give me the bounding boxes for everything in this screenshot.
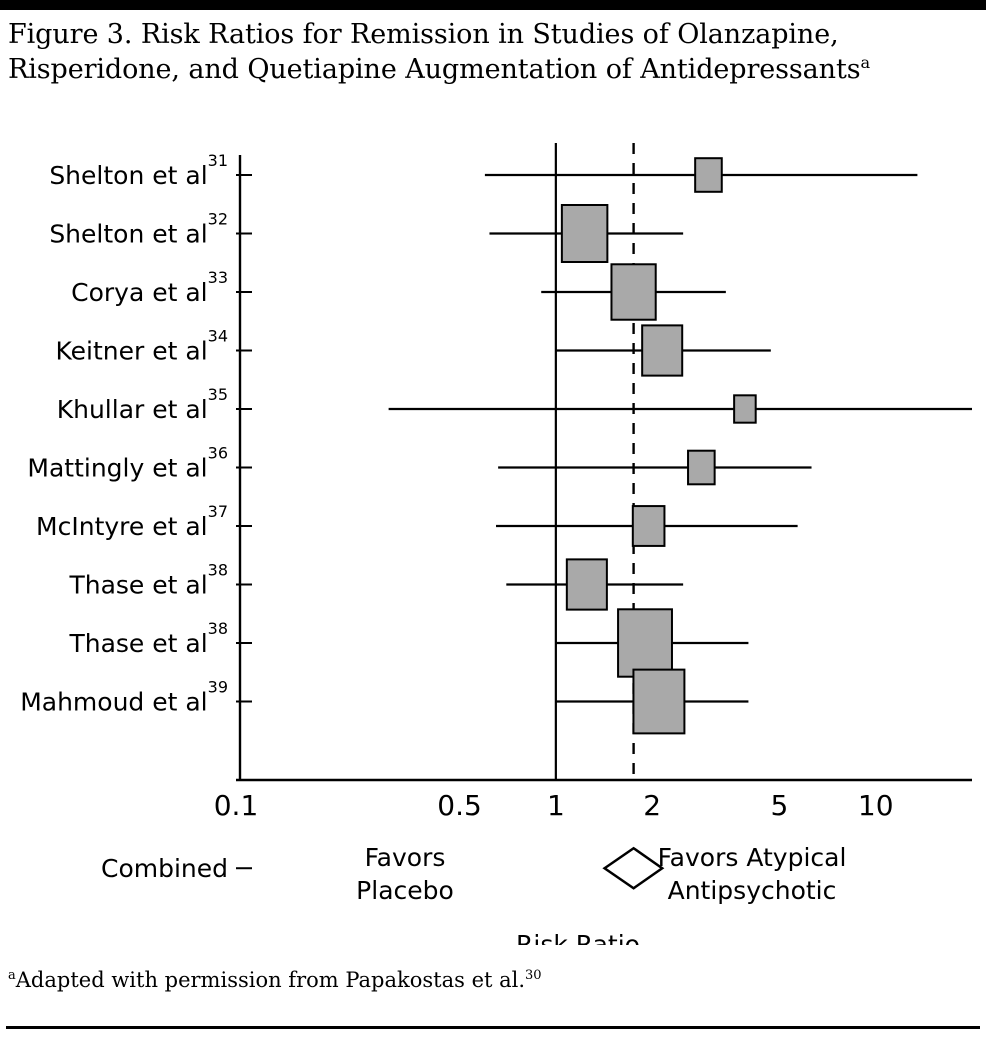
forest-row [57, 385, 972, 425]
figure-title-line-2: Risperidone, and Quetiapine Augmentation of Antidepressants [8, 53, 861, 85]
right-caption-line-1: Favors Atypical [657, 843, 847, 872]
forest-row [71, 264, 726, 319]
effect-size-box [611, 264, 655, 319]
study-label: Khullar et $al^{35}$ [56, 384, 228, 424]
study-label: Mattingly et $al^{36}$ [27, 443, 228, 483]
x-axis-tick-label: 10 [857, 789, 894, 822]
forest-row [20, 670, 748, 734]
left-caption-line-2: Placebo [356, 876, 454, 905]
forest-row [49, 205, 683, 262]
figure-title-superscript: a [860, 52, 871, 72]
forest-row [27, 443, 811, 484]
footnote-text: Adapted with permission from Papakostas et al. [15, 968, 526, 992]
effect-size-box [633, 670, 684, 734]
x-axis-tick-label: 1 [546, 789, 565, 822]
right-caption-line-2: Antipsychotic [667, 876, 837, 905]
top-divider-rule [0, 0, 986, 10]
effect-size-box [734, 395, 756, 422]
forest-plot [0, 125, 986, 945]
combined-label: Combined [100, 854, 228, 884]
x-axis-tick-label: 2 [643, 789, 662, 822]
effect-size-box [695, 158, 722, 192]
study-label: Shelton et $al^{32}$ [49, 209, 228, 249]
study-label: Mahmoud et $al^{39}$ [20, 677, 228, 717]
left-caption-line-1: Favors [364, 843, 446, 872]
figure-title [8, 18, 976, 87]
figure-title-line-1: Figure 3. Risk Ratios for Remission in Studies of Olanzapine, [8, 19, 839, 50]
x-axis-tick-label: 0.1 [213, 789, 259, 822]
combined-diamond [605, 848, 663, 888]
footnote-marker: a [8, 968, 16, 983]
effect-size-box [567, 559, 607, 609]
x-axis-tick-label: 5 [770, 789, 789, 822]
x-axis-label: Risk Ratio [516, 930, 640, 945]
forest-plot-svg [0, 125, 986, 945]
effect-size-box [618, 609, 672, 676]
study-label: McIntyre et $al^{37}$ [36, 501, 228, 541]
figure-footnote [8, 968, 976, 992]
forest-row [56, 325, 771, 375]
forest-row [68, 559, 683, 609]
footnote-reference: 30 [525, 968, 542, 983]
forest-row [36, 502, 798, 546]
effect-size-box [688, 451, 715, 485]
effect-size-box [642, 325, 682, 375]
effect-size-box [562, 205, 608, 262]
effect-size-box [633, 506, 665, 546]
bottom-divider-rule [6, 1026, 980, 1029]
study-label: Shelton et $al^{31}$ [49, 150, 228, 190]
study-label: Corya et $al^{33}$ [71, 267, 228, 307]
study-label: Keitner et $al^{34}$ [55, 326, 228, 366]
x-axis-tick-label: 0.5 [437, 789, 482, 822]
forest-row [49, 151, 917, 192]
study-label: Thase et $al^{38}$ [69, 560, 228, 600]
forest-row [68, 609, 748, 676]
study-label: Thase et $al^{38}$ [69, 618, 228, 658]
